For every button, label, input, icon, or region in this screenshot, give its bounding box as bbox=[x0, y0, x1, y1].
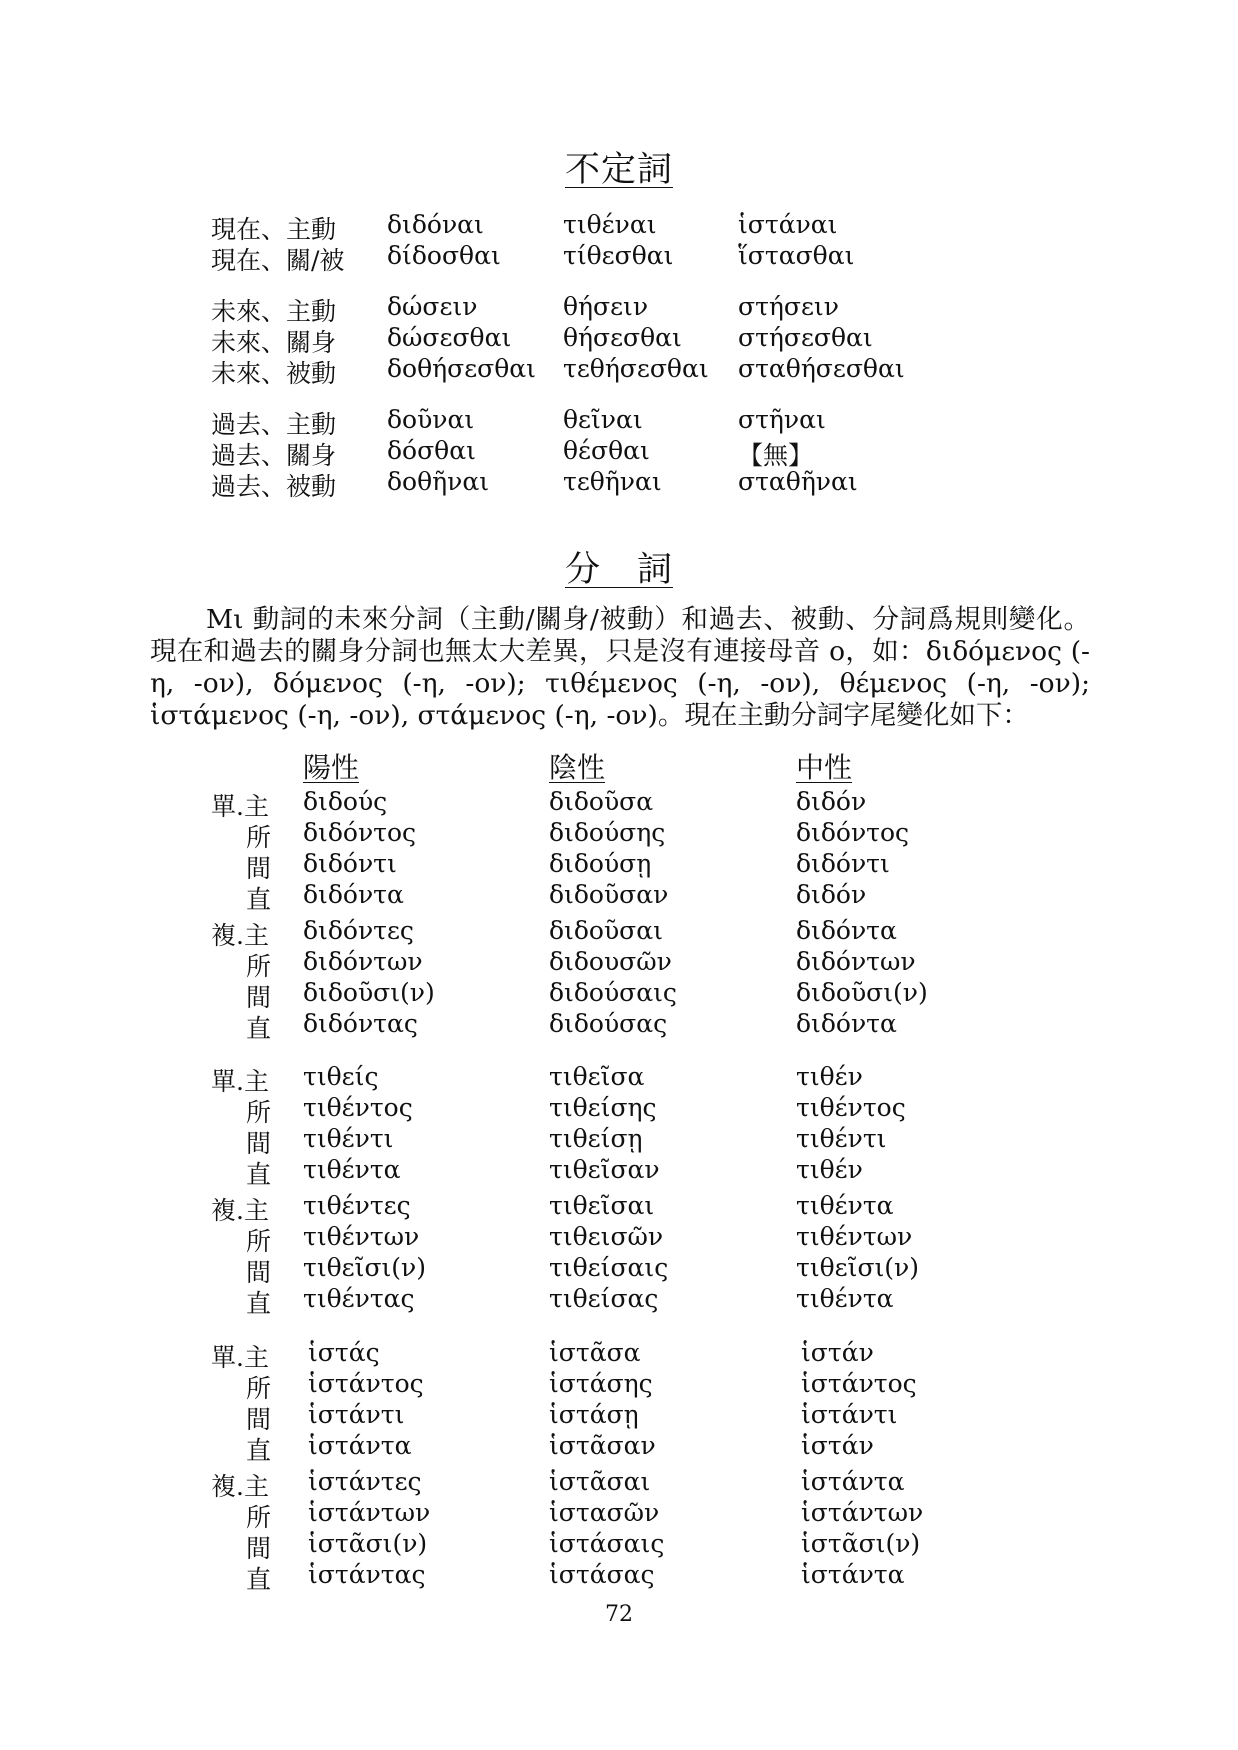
participle-form: τιθεῖσαι bbox=[549, 1191, 655, 1220]
participle-form: ἱστάντα bbox=[308, 1431, 412, 1460]
infinitive-label: 現在、主動 bbox=[211, 215, 337, 244]
header-feminine: 陰性 bbox=[549, 751, 606, 784]
infinitive-form: θήσεσθαι bbox=[563, 323, 682, 352]
participle-row bbox=[0, 1400, 1238, 1432]
participle-row bbox=[0, 818, 1238, 850]
case-label: 所 bbox=[246, 1503, 272, 1532]
page-number: 72 bbox=[605, 1602, 633, 1627]
infinitive-row bbox=[0, 210, 1238, 242]
participle-form: ἱστάντος bbox=[308, 1369, 424, 1398]
participle-form: ἱστάντων bbox=[308, 1498, 431, 1527]
participle-row bbox=[0, 1124, 1238, 1156]
participle-title-text: 分 詞 bbox=[564, 550, 673, 590]
participle-row bbox=[0, 1191, 1238, 1223]
participle-form: τιθείσας bbox=[549, 1284, 659, 1313]
participle-row bbox=[0, 880, 1238, 912]
participle-form: διδόντων bbox=[796, 947, 916, 976]
infinitive-row bbox=[0, 354, 1238, 386]
participle-form: διδόντι bbox=[303, 849, 397, 878]
infinitive-form: τιθέναι bbox=[563, 210, 657, 239]
infinitive-form: θεῖναι bbox=[563, 405, 643, 434]
participle-form: διδόντος bbox=[303, 818, 417, 847]
case-label: 複.主 bbox=[211, 1472, 269, 1501]
infinitive-form: δοθῆναι bbox=[387, 467, 490, 496]
participle-form: διδούς bbox=[303, 787, 388, 816]
participle-form: τιθέντα bbox=[303, 1155, 401, 1184]
participle-form: ἱστᾶσι(ν) bbox=[308, 1529, 428, 1558]
case-label: 直 bbox=[246, 1565, 272, 1594]
header-masculine: 陽性 bbox=[303, 751, 360, 784]
participle-form: τιθείς bbox=[303, 1062, 379, 1091]
participle-form: τιθέν bbox=[796, 1062, 863, 1091]
infinitive-form: ἱστάναι bbox=[738, 210, 838, 239]
participle-form: διδόντες bbox=[303, 916, 414, 945]
case-label: 直 bbox=[246, 1436, 272, 1465]
participle-form: ἱστάντα bbox=[801, 1560, 905, 1589]
participle-paragraph: Μι 動詞的未來分詞（主動/關身/被動）和過去、被動、分詞爲規則變化。現在和過去的關身分詞也無太大差異，只是沒有連接母音 ο，如：διδόμενος (-η, -ον), δόμενος (-η, -ον); τιθέμενος (-η, -ον), θέμενος (-η, -ον); ἱστάμενος (-η, -ον), στάμενος (-η, -ον)。現在主動分詞字尾變化如下： bbox=[150, 604, 1090, 731]
participle-form: ἱστάσῃ bbox=[549, 1400, 639, 1429]
case-label: 複.主 bbox=[211, 921, 269, 950]
participle-form: διδούσαις bbox=[549, 978, 677, 1007]
participle-row bbox=[0, 1062, 1238, 1094]
participle-row bbox=[0, 1498, 1238, 1530]
participle-row bbox=[0, 1222, 1238, 1254]
participle-form: ἱστάσης bbox=[549, 1369, 653, 1398]
participle-form: τιθέντας bbox=[303, 1284, 415, 1313]
participle-row bbox=[0, 1431, 1238, 1463]
infinitive-row bbox=[0, 323, 1238, 355]
case-label: 間 bbox=[246, 1534, 272, 1563]
participle-form: ἱστάσαις bbox=[549, 1529, 665, 1558]
infinitive-form: στήσεσθαι bbox=[738, 323, 873, 352]
infinitive-row bbox=[0, 436, 1238, 468]
infinitive-form: σταθῆναι bbox=[738, 467, 858, 496]
participle-form: τιθέντα bbox=[796, 1191, 894, 1220]
participle-form: ἱστᾶσαι bbox=[549, 1467, 651, 1496]
participle-form: ἱστάντι bbox=[801, 1400, 898, 1429]
participle-form: τιθέντων bbox=[796, 1222, 913, 1251]
case-label: 直 bbox=[246, 1289, 272, 1318]
case-label: 複.主 bbox=[211, 1196, 269, 1225]
infinitive-form: δώσειν bbox=[387, 292, 478, 321]
participle-form: ἱστασῶν bbox=[549, 1498, 660, 1527]
participle-form: τιθέντων bbox=[303, 1222, 420, 1251]
case-label: 所 bbox=[246, 1374, 272, 1403]
participle-form: τιθέντος bbox=[796, 1093, 906, 1122]
participle-row bbox=[0, 1338, 1238, 1370]
case-label: 間 bbox=[246, 854, 272, 883]
participle-form: ἱστᾶσα bbox=[549, 1338, 641, 1367]
participle-form: διδόντα bbox=[796, 916, 897, 945]
infinitive-form: δίδοσθαι bbox=[387, 241, 501, 270]
infinitive-label: 現在、關/被 bbox=[211, 246, 345, 275]
participle-form: τιθέντι bbox=[796, 1124, 887, 1153]
participle-row bbox=[0, 1369, 1238, 1401]
header-neuter: 中性 bbox=[796, 751, 853, 784]
case-label: 間 bbox=[246, 1129, 272, 1158]
participle-form: διδόν bbox=[796, 880, 867, 909]
case-label: 單.主 bbox=[211, 792, 269, 821]
participle-form: ἱστάν bbox=[801, 1431, 874, 1460]
participle-form: τιθέντα bbox=[796, 1284, 894, 1313]
participle-form: τιθεῖσα bbox=[549, 1062, 645, 1091]
participle-form: διδούσῃ bbox=[549, 849, 652, 878]
participle-row bbox=[0, 916, 1238, 948]
infinitive-form: 【無】 bbox=[738, 441, 814, 470]
participle-form: διδόντα bbox=[796, 1009, 897, 1038]
participle-title bbox=[0, 542, 1238, 592]
case-label: 直 bbox=[246, 885, 272, 914]
participle-form: διδόντα bbox=[303, 880, 404, 909]
participle-form: τιθεῖσαν bbox=[549, 1155, 660, 1184]
participle-row bbox=[0, 1253, 1238, 1285]
infinitive-form: τίθεσθαι bbox=[563, 241, 674, 270]
participle-form: διδόντων bbox=[303, 947, 423, 976]
infinitive-label: 過去、被動 bbox=[211, 472, 337, 501]
participle-row bbox=[0, 1284, 1238, 1316]
participle-form: ἱστάντες bbox=[308, 1467, 422, 1496]
infinitive-form: σταθήσεσθαι bbox=[738, 354, 905, 383]
participle-form: διδοῦσι(ν) bbox=[303, 978, 435, 1007]
participle-row bbox=[0, 947, 1238, 979]
participle-form: διδοῦσαν bbox=[549, 880, 669, 909]
participle-row bbox=[0, 1009, 1238, 1041]
case-label: 所 bbox=[246, 952, 272, 981]
participle-form: διδούσας bbox=[549, 1009, 668, 1038]
participle-row bbox=[0, 1529, 1238, 1561]
case-label: 間 bbox=[246, 983, 272, 1012]
case-label: 間 bbox=[246, 1405, 272, 1434]
participle-row bbox=[0, 1560, 1238, 1592]
participle-form: ἱστάντας bbox=[308, 1560, 426, 1589]
participle-form: ἱστάς bbox=[308, 1338, 380, 1367]
participle-form: διδοῦσα bbox=[549, 787, 654, 816]
participle-form: ἱστᾶσι(ν) bbox=[801, 1529, 921, 1558]
participle-form: τιθείσης bbox=[549, 1093, 657, 1122]
infinitive-label: 未來、主動 bbox=[211, 297, 337, 326]
infinitive-label: 過去、關身 bbox=[211, 441, 337, 470]
infinitive-label: 未來、關身 bbox=[211, 328, 337, 357]
case-label: 間 bbox=[246, 1258, 272, 1287]
infinitive-form: στήσειν bbox=[738, 292, 839, 321]
participle-form: ἱστάντος bbox=[801, 1369, 917, 1398]
participle-form: τιθέν bbox=[796, 1155, 863, 1184]
infinitive-form: δώσεσθαι bbox=[387, 323, 512, 352]
participle-form: τιθεισῶν bbox=[549, 1222, 664, 1251]
infinitive-form: ἵστασθαι bbox=[738, 241, 855, 270]
infinitive-form: δοῦναι bbox=[387, 405, 475, 434]
participle-form: τιθεῖσι(ν) bbox=[303, 1253, 427, 1282]
participle-row bbox=[0, 978, 1238, 1010]
infinitive-form: δόσθαι bbox=[387, 436, 476, 465]
participle-row bbox=[0, 1093, 1238, 1125]
infinitive-form: στῆναι bbox=[738, 405, 826, 434]
infinitive-form: διδόναι bbox=[387, 210, 484, 239]
case-label: 所 bbox=[246, 1227, 272, 1256]
infinitive-title-text: 不定詞 bbox=[564, 150, 673, 190]
participle-form: τιθέντος bbox=[303, 1093, 413, 1122]
infinitive-label: 未來、被動 bbox=[211, 359, 337, 388]
participle-row bbox=[0, 1155, 1238, 1187]
case-label: 所 bbox=[246, 823, 272, 852]
case-label: 單.主 bbox=[211, 1343, 269, 1372]
participle-form: ἱστάσας bbox=[549, 1560, 655, 1589]
participle-form: διδουσῶν bbox=[549, 947, 672, 976]
infinitive-row bbox=[0, 405, 1238, 437]
participle-form: ἱστάν bbox=[801, 1338, 874, 1367]
participle-form: ἱστάντα bbox=[801, 1467, 905, 1496]
participle-form: διδόντος bbox=[796, 818, 910, 847]
case-label: 直 bbox=[246, 1160, 272, 1189]
participle-form: τιθέντι bbox=[303, 1124, 394, 1153]
infinitive-form: θέσθαι bbox=[563, 436, 650, 465]
participle-form: διδόντας bbox=[303, 1009, 418, 1038]
participle-form: διδόν bbox=[796, 787, 867, 816]
participle-form: ἱστάντων bbox=[801, 1498, 924, 1527]
participle-row bbox=[0, 787, 1238, 819]
participle-form: τιθείσαις bbox=[549, 1253, 669, 1282]
participle-form: τιθεῖσι(ν) bbox=[796, 1253, 920, 1282]
participle-form: ἱστᾶσαν bbox=[549, 1431, 656, 1460]
infinitive-label: 過去、主動 bbox=[211, 410, 337, 439]
infinitive-title bbox=[0, 142, 1238, 192]
participle-form: διδόντι bbox=[796, 849, 890, 878]
infinitive-form: τεθῆναι bbox=[563, 467, 662, 496]
participle-row bbox=[0, 849, 1238, 881]
infinitive-form: δοθήσεσθαι bbox=[387, 354, 536, 383]
participle-form: τιθέντες bbox=[303, 1191, 411, 1220]
infinitive-row bbox=[0, 467, 1238, 499]
participle-form: διδούσης bbox=[549, 818, 666, 847]
infinitive-row bbox=[0, 241, 1238, 273]
participle-form: διδοῦσι(ν) bbox=[796, 978, 928, 1007]
case-label: 直 bbox=[246, 1014, 272, 1043]
participle-form: ἱστάντι bbox=[308, 1400, 405, 1429]
infinitive-form: θήσειν bbox=[563, 292, 649, 321]
participle-form: τιθείσῃ bbox=[549, 1124, 643, 1153]
case-label: 所 bbox=[246, 1098, 272, 1127]
infinitive-form: τεθήσεσθαι bbox=[563, 354, 709, 383]
infinitive-row bbox=[0, 292, 1238, 324]
case-label: 單.主 bbox=[211, 1067, 269, 1096]
participle-form: διδοῦσαι bbox=[549, 916, 663, 945]
participle-row bbox=[0, 1467, 1238, 1499]
